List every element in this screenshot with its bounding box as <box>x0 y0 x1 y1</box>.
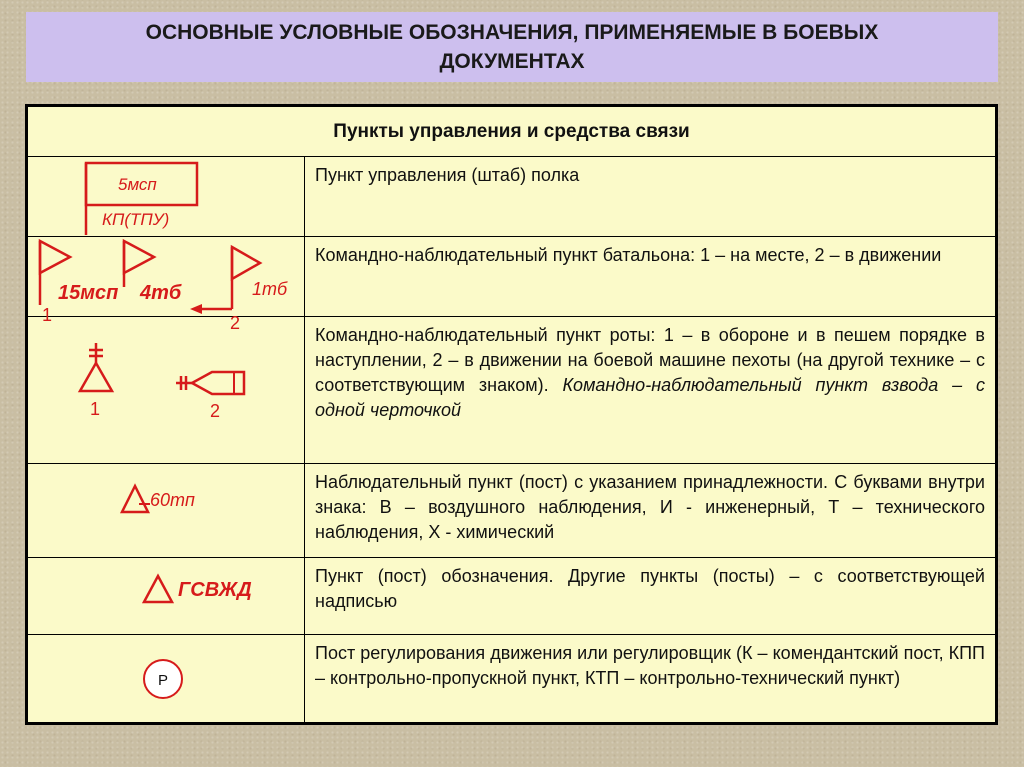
symbol-label: 4тб <box>140 282 182 304</box>
symbol-label: ГСВЖД <box>178 579 252 601</box>
row-description: Наблюдательный пункт (пост) с указанием принадлежности. С буквами внутри знака: В – воздушного наблюдения, И - инженерный, Т – технического наблюдения, Х - химический <box>315 472 985 542</box>
symbol-label: 5мсп <box>118 175 157 194</box>
symbol-observation-post <box>28 464 305 557</box>
row-description-main: Командно-наблюдательный пункт роты: 1 – в обороне и в пешем порядке в наступлении, 2 – в движении на боевой машине пехоты (на другой технике – с соответствующим знаком). <box>315 325 985 395</box>
table-row <box>28 156 995 236</box>
table-header: Пункты управления и средства связи <box>333 120 690 142</box>
symbol-traffic-control <box>28 635 305 722</box>
company-cop-icon <box>28 317 304 464</box>
table-row <box>28 316 995 463</box>
symbol-company-cop <box>28 317 305 463</box>
table-row <box>28 557 995 634</box>
page-title: ОСНОВНЫЕ УСЛОВНЫЕ ОБОЗНАЧЕНИЯ, ПРИМЕНЯЕМЫЕ В БОЕВЫХ ДОКУМЕНТАХ <box>26 12 998 82</box>
symbol-label: 60тп <box>150 490 195 510</box>
row-description: Пост регулирования движения или регулировщик (К – комендантский пост, КПП – контрольно-пропускной пункт, КТП – контрольно-технический пункт) <box>315 643 985 688</box>
traffic-control-circle-icon <box>28 635 304 723</box>
table-row <box>28 463 995 557</box>
symbol-battalion-cop <box>28 237 305 333</box>
symbol-regiment-hq <box>28 157 305 236</box>
symbol-label: 15мсп <box>58 282 119 304</box>
symbols-table <box>25 104 998 725</box>
observation-post-icon <box>28 464 304 558</box>
symbol-label: 2 <box>210 401 221 421</box>
row-description-italic: Командно-наблюдательный пункт взвода – с одной черточкой <box>315 375 985 420</box>
table-row <box>28 634 995 722</box>
row-description: Пункт (пост) обозначения. Другие пункты (посты) – с соответствующей надписью <box>315 566 985 611</box>
row-description: Пункт управления (штаб) полка <box>315 165 580 185</box>
regiment-hq-flag-icon <box>28 157 304 237</box>
symbol-label: Р <box>157 672 169 689</box>
symbol-label: КП(ТПУ) <box>102 210 170 229</box>
symbol-label: 1тб <box>252 279 288 299</box>
table-row <box>28 236 995 333</box>
symbol-label: 1 <box>90 399 101 419</box>
symbol-label: 2 <box>230 313 241 333</box>
battalion-cop-flags-icon <box>28 237 304 333</box>
designation-post-icon <box>28 558 304 635</box>
row-description: Командно-наблюдательный пункт батальона: 1 – на месте, 2 – в движении <box>315 245 942 265</box>
row-description <box>305 317 995 463</box>
symbol-label: 1 <box>42 305 53 325</box>
symbol-designation-post <box>28 558 305 634</box>
